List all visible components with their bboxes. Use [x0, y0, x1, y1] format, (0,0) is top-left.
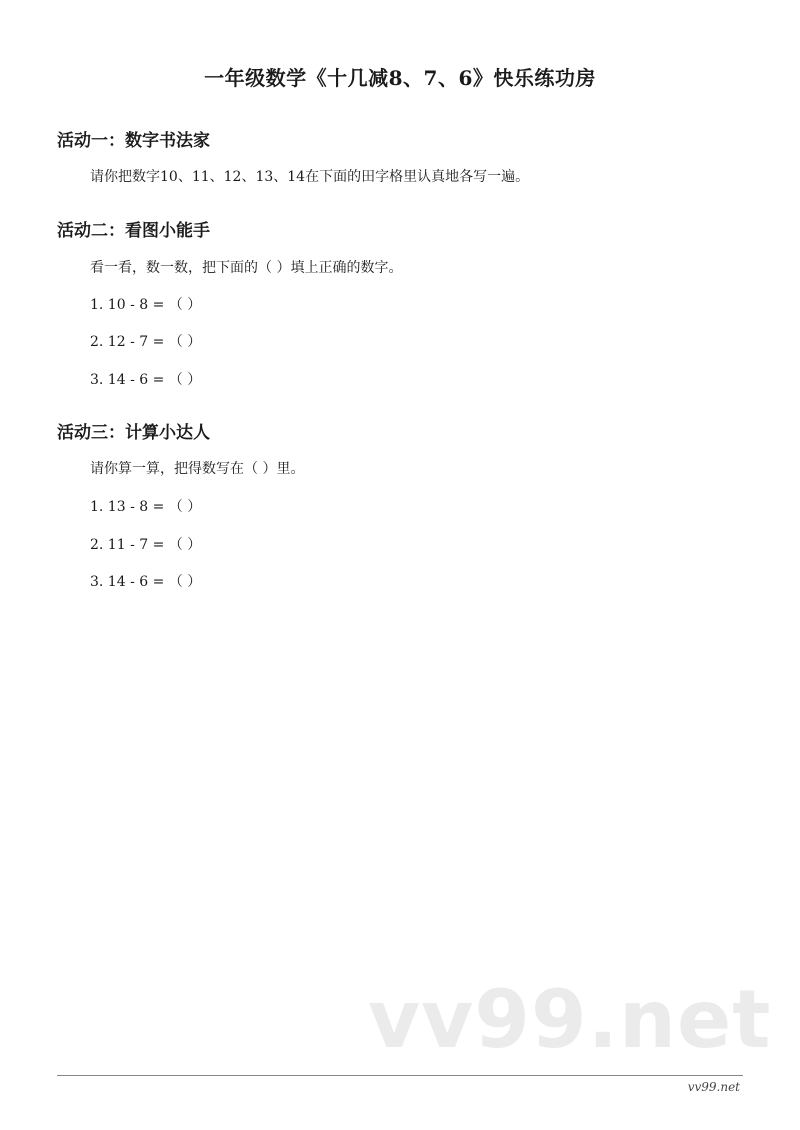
footer-site: vv99.net [687, 1080, 740, 1094]
page-title: 一年级数学《十几减8、7、6》快乐练功房 [204, 66, 596, 90]
footer-divider [57, 1075, 743, 1076]
section-2-instruction: 看一看，数一数，把下面的（ ）填上正确的数字。 [90, 260, 403, 276]
section-2-item-2: 2. 12 - 7 = （ ） [90, 334, 202, 350]
section-3-instruction: 请你算一算，把得数写在（ ）里。 [90, 461, 305, 477]
section-1-instruction: 请你把数字10、11、12、13、14在下面的田字格里认真地各写一遍。 [90, 169, 530, 185]
section-3-item-3: 3. 14 - 6 = （ ） [90, 574, 202, 590]
section-2-item-3: 3. 14 - 6 = （ ） [90, 372, 202, 388]
section-2-item-1: 1. 10 - 8 = （ ） [90, 297, 202, 313]
watermark: vv99.net [368, 973, 772, 1066]
section-3-item-1: 1. 13 - 8 = （ ） [90, 499, 202, 515]
section-3-heading: 活动三：计算小达人 [57, 423, 210, 443]
section-2-heading: 活动二：看图小能手 [57, 221, 210, 241]
section-1-heading: 活动一：数字书法家 [57, 131, 210, 151]
section-3-item-2: 2. 11 - 7 = （ ） [90, 537, 202, 553]
